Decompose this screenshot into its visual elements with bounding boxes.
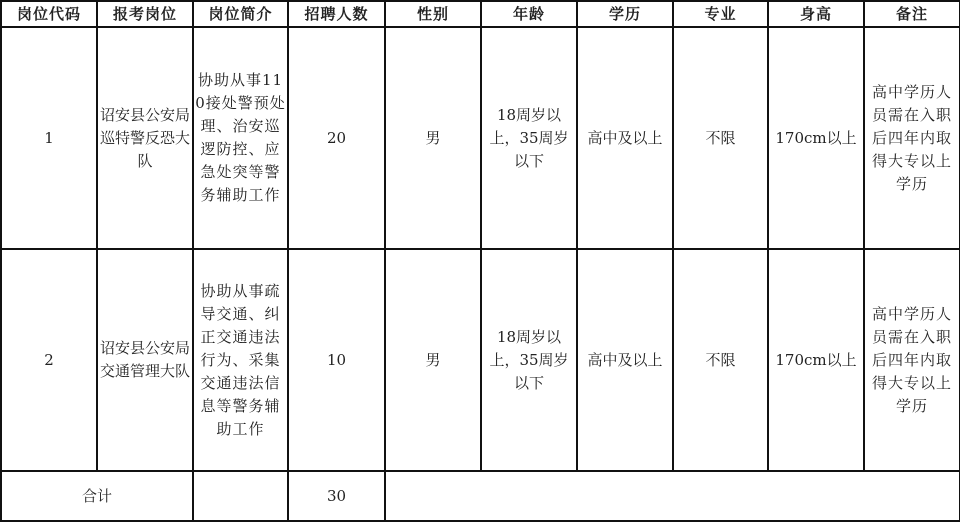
cell-code: 2 [1, 249, 97, 471]
header-height: 身高 [768, 1, 864, 27]
total-row [1, 471, 960, 521]
position-text: 诏安县公安局交通管理大队 [99, 339, 190, 380]
header-code: 岗位代码 [1, 1, 97, 27]
cell-gender: 男 [385, 249, 481, 471]
total-blank-span [385, 471, 960, 521]
cell-age [481, 27, 577, 249]
table-row [1, 27, 960, 249]
age-text: 18周岁以上，35周岁以下 [489, 105, 569, 170]
cell-code: 1 [1, 27, 97, 249]
cell-description [193, 27, 288, 249]
cell-count: 20 [288, 27, 385, 249]
header-position: 报考岗位 [97, 1, 193, 27]
total-empty-cell [193, 471, 288, 521]
header-count: 招聘人数 [288, 1, 385, 27]
cell-position [97, 27, 193, 249]
header-remark: 备注 [864, 1, 960, 27]
cell-height: 170cm以上 [768, 27, 864, 249]
total-label: 合计 [1, 471, 193, 521]
remark-text: 高中学历人员需在入职后四年内取得大专以上学历 [871, 304, 952, 415]
cell-count: 10 [288, 249, 385, 471]
header-row [1, 1, 960, 27]
total-count: 30 [288, 471, 385, 521]
header-description: 岗位简介 [193, 1, 288, 27]
cell-gender: 男 [385, 27, 481, 249]
cell-remark [864, 27, 960, 249]
header-major: 专业 [673, 1, 768, 27]
cell-major: 不限 [673, 27, 768, 249]
remark-text: 高中学历人员需在入职后四年内取得大专以上学历 [871, 82, 952, 193]
description-text: 协助从事110接处警预处理、治安巡逻防控、应急处突等警务辅助工作 [195, 71, 286, 204]
table-row [1, 249, 960, 471]
header-gender: 性别 [385, 1, 481, 27]
cell-education: 高中及以上 [577, 249, 673, 471]
cell-age [481, 249, 577, 471]
cell-major: 不限 [673, 249, 768, 471]
cell-education: 高中及以上 [577, 27, 673, 249]
description-text: 协助从事疏导交通、纠正交通违法行为、采集交通违法信息等警务辅助工作 [200, 281, 281, 438]
cell-height: 170cm以上 [768, 249, 864, 471]
position-text: 诏安县公安局巡特警反恐大队 [99, 105, 190, 170]
header-age: 年龄 [481, 1, 577, 27]
cell-description [193, 249, 288, 471]
header-education: 学历 [577, 1, 673, 27]
age-text: 18周岁以上，35周岁以下 [489, 327, 569, 392]
cell-remark [864, 249, 960, 471]
cell-position [97, 249, 193, 471]
